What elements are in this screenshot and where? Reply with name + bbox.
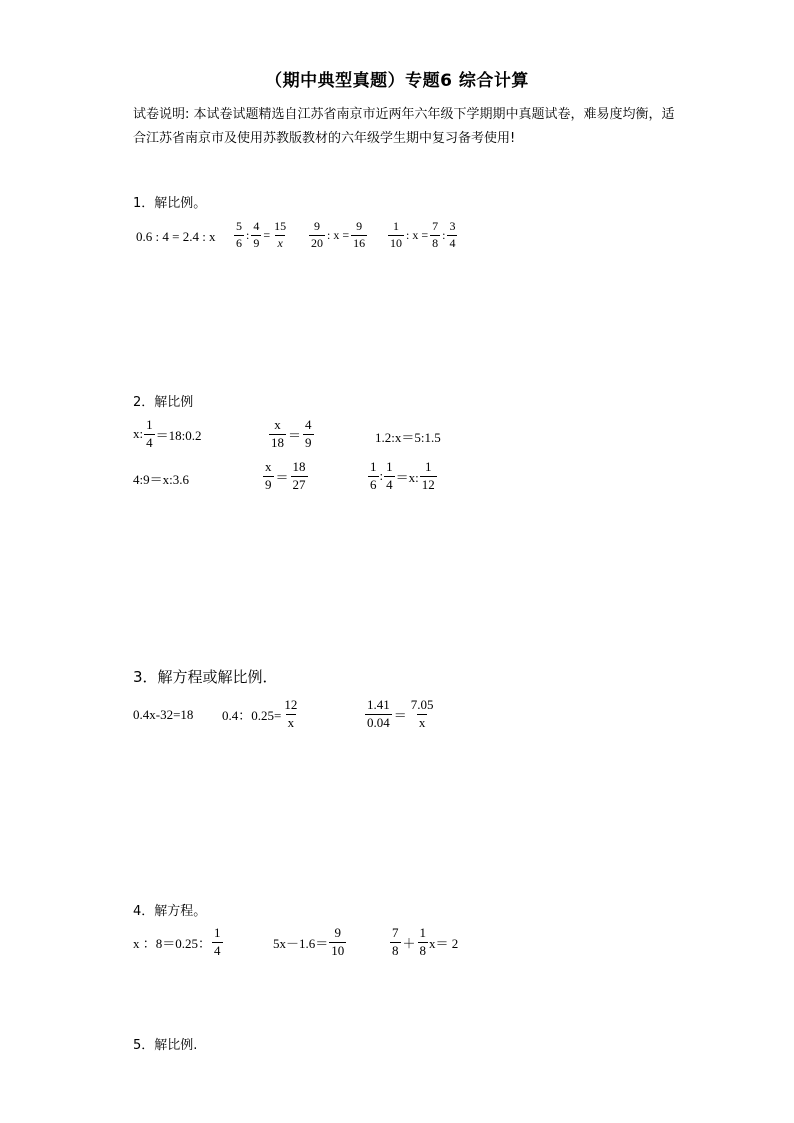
fraction	[388, 220, 404, 251]
q3-equation-1: 0.4x-32=18	[133, 707, 194, 722]
page-title: （期中典型真题）专题6 综合计算	[265, 71, 529, 91]
q4-equation-3: $\frac{7}{8}$ ＋ $\frac{1}{8}$ x＝ 2	[392, 925, 459, 958]
fraction-denominator: 16	[353, 235, 366, 250]
q4-equation-1: x ：8＝0.25： $\frac{1}{4}$	[133, 925, 221, 958]
fraction-denominator: 9	[253, 235, 260, 250]
q2-equation-6: $\frac{1}{6}$ : $\frac{1}{4}$ ＝x: $\frac{1}{12}$	[370, 459, 435, 492]
question-5-heading: 5．解比例.	[133, 1038, 198, 1053]
fraction-numerator: x	[265, 459, 272, 474]
fraction	[447, 220, 457, 251]
fraction	[420, 460, 437, 493]
fraction	[144, 418, 155, 451]
fraction-numerator: 1	[146, 417, 153, 432]
fraction-numerator: 15	[274, 219, 287, 233]
fraction-numerator: 7.05	[410, 697, 434, 712]
fraction	[282, 698, 299, 731]
fraction-denominator: 8	[419, 942, 427, 958]
q1-equation-1: 0.6 : 4 = 2.4 : x	[136, 229, 216, 244]
fraction-denominator: 8	[392, 942, 399, 958]
q2-equation-5: $\frac{x}{9}$ ＝ $\frac{18}{27}$	[265, 459, 306, 492]
fraction-denominator: 8	[432, 235, 439, 250]
fraction-numerator: 7	[432, 219, 439, 233]
fraction-numerator: 9	[314, 219, 320, 233]
fraction-denominator: 18	[271, 434, 284, 450]
fraction	[212, 926, 223, 959]
fraction-numerator: 1	[370, 459, 377, 474]
fraction	[309, 220, 325, 251]
fraction-denominator: 4	[386, 476, 393, 492]
fraction	[365, 698, 392, 731]
fraction	[272, 220, 288, 251]
fraction	[269, 418, 286, 451]
fraction-denominator: 4	[214, 942, 221, 958]
fraction-numerator: 1.41	[367, 697, 390, 712]
fraction-denominator: 4	[449, 235, 456, 250]
fraction-denominator: 12	[421, 476, 435, 492]
q3-equation-3: $\frac{1.41}{0.04}$ ＝ $\frac{7.05}{x}$	[367, 697, 434, 730]
fraction	[303, 418, 314, 451]
fraction	[368, 460, 379, 493]
q1-equation-4: $\frac{1}{10}$ : x = $\frac{7}{8}$ : $\frac{3}{4}$	[390, 219, 456, 250]
fraction-numerator: 12	[284, 697, 298, 712]
fraction	[418, 926, 429, 959]
fraction	[234, 220, 244, 251]
fraction	[384, 460, 395, 493]
q3-equation-2: 0.4：0.25= $\frac{12}{x}$	[222, 697, 298, 730]
fraction-denominator: x	[277, 235, 283, 250]
fraction-denominator: 0.04	[367, 714, 390, 730]
q1-equation-2: $\frac{5}{6}$ : $\frac{4}{9}$ = $\frac{15}{x}$	[236, 219, 287, 250]
fraction-numerator: 9	[334, 925, 342, 940]
fraction	[263, 460, 274, 493]
fraction-denominator: 4	[146, 434, 153, 450]
question-1-heading: 1．解比例。	[133, 196, 207, 211]
question-2-heading: 2．解比例	[133, 395, 194, 410]
fraction-numerator: 9	[356, 219, 363, 233]
fraction-denominator: 27	[292, 476, 306, 492]
fraction	[351, 220, 367, 251]
fraction-denominator: 9	[265, 476, 272, 492]
fraction	[430, 220, 440, 251]
fraction-numerator: 4	[305, 417, 312, 432]
fraction	[251, 220, 261, 251]
fraction-numerator: 3	[449, 219, 456, 233]
question-4-heading: 4．解方程。	[133, 904, 207, 919]
fraction	[390, 926, 401, 959]
fraction-denominator: x	[418, 714, 426, 730]
fraction-denominator: 9	[305, 434, 312, 450]
question-3-heading: 3．解方程或解比例．	[133, 668, 278, 686]
q4-equation-2: 5x－1.6＝ $\frac{9}{10}$	[273, 925, 345, 958]
fraction-denominator: 6	[370, 476, 377, 492]
fraction-denominator: 20	[311, 235, 323, 250]
intro-text: 试卷说明: 本试卷试题精选自江苏省南京市近两年六年级下学期期中真题试卷，难易度均衡，适合江苏省南京市及使用苏教版教材的六年级学生期中复习备考使用!	[133, 107, 675, 146]
fraction-numerator: 1	[214, 925, 221, 940]
fraction-numerator: 18	[292, 459, 306, 474]
fraction-numerator: 4	[253, 219, 260, 233]
fraction-denominator: 6	[236, 235, 242, 250]
fraction-denominator: x	[287, 714, 295, 730]
q1-equation-3: $\frac{9}{20}$ : x = $\frac{9}{16}$	[311, 219, 366, 250]
fraction-numerator: 7	[392, 925, 399, 940]
fraction-numerator: 1	[386, 459, 393, 474]
fraction-denominator: 10	[390, 235, 402, 250]
fraction-numerator: 1	[425, 459, 432, 474]
fraction-numerator: 1	[419, 925, 427, 940]
q2-equation-2: $\frac{x}{18}$ ＝ $\frac{4}{9}$	[271, 417, 312, 450]
q2-equation-4: 4:9＝x:3.6	[133, 472, 189, 487]
fraction	[409, 698, 436, 731]
fraction-numerator: 5	[236, 219, 242, 233]
fraction	[291, 460, 308, 493]
fraction	[329, 926, 346, 959]
q2-equation-1: x: $\frac{1}{4}$ ＝18:0.2	[133, 417, 202, 450]
fraction-numerator: x	[274, 417, 281, 432]
q2-equation-3: 1.2:x＝5:1.5	[375, 430, 441, 445]
fraction-denominator: 10	[331, 942, 345, 958]
fraction-numerator: 1	[393, 219, 399, 233]
